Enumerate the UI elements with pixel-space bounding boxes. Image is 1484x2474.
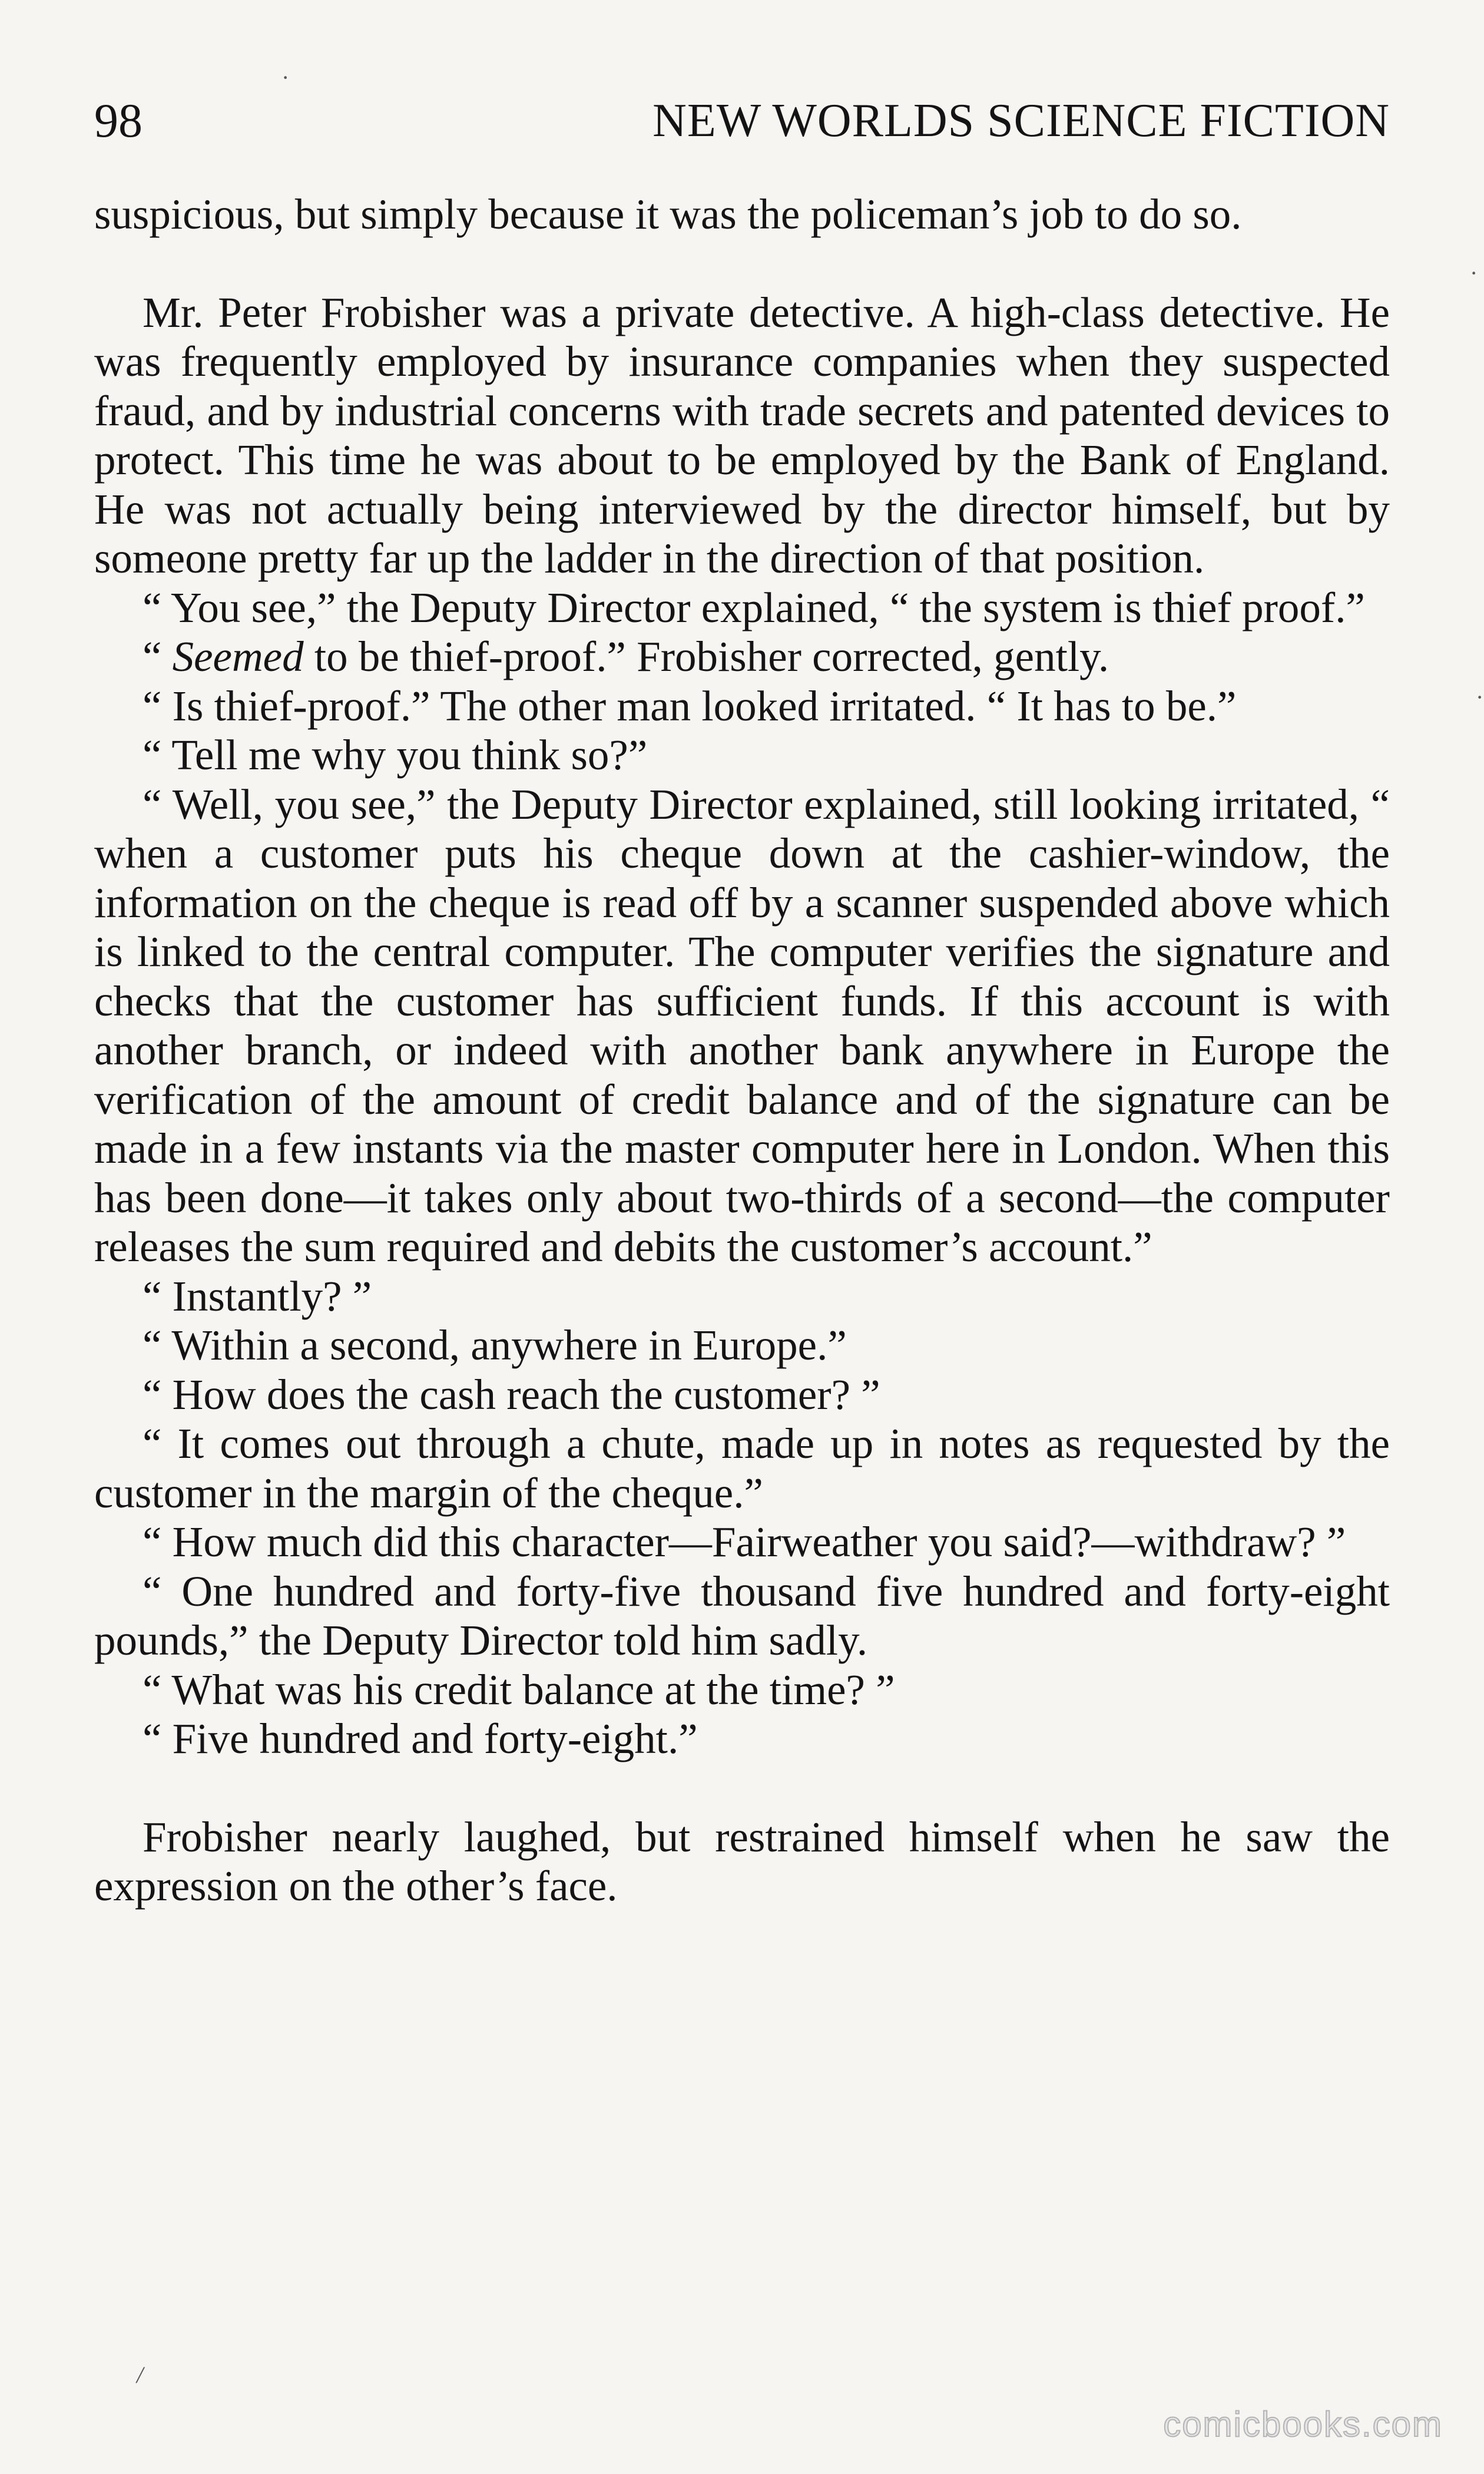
- dialogue-explanation: “ Well, you see,” the Deputy Director explained, still looking irritated, “ when a customer puts his cheque down at the cashier-window, the information on the cheque is read off by a scanner suspended above which is linked to the central computer. The computer verifies the signature and checks that the customer has sufficient funds. If this account is with another branch, or indeed with another bank anywhere in Europe the verification of the amount of credit balance and of the signature can be made in a few instants via the master computer here in London. When this has been done—it takes only about two-thirds of a second—the computer releases the sum required and debits the customer’s account.”: [94, 780, 1390, 1271]
- dialogue-line: “ It comes out through a chute, made up in notes as requested by the customer in the margin of the cheque.”: [94, 1420, 1390, 1517]
- dialogue-line: “ Instantly? ”: [143, 1272, 372, 1320]
- dialogue-line: “ How much did this character—Fairweather you said?—withdraw? ”: [143, 1518, 1346, 1566]
- page-header: [94, 88, 1390, 153]
- watermark-text: comicbooks.com: [1163, 2404, 1443, 2444]
- dialogue-line: “ Five hundred and forty-eight.”: [143, 1715, 698, 1762]
- open-quote: “: [143, 633, 173, 680]
- dialogue-line: “ You see,” the Deputy Director explained, “ the system is thief proof.”: [143, 583, 1365, 631]
- dialogue-line: “ How does the cash reach the customer? ”: [143, 1370, 880, 1418]
- paragraph-closing: Frobisher nearly laughed, but restrained himself when he saw the expression on the other’s face.: [94, 1812, 1390, 1910]
- dialogue-line: “ Tell me why you think so?”: [143, 731, 648, 779]
- dialogue-line: “ One hundred and forty-five thousand five hundred and forty-eight pounds,” the Deputy Director told him sadly.: [94, 1567, 1390, 1664]
- print-speck: ·: [281, 64, 290, 91]
- print-speck: ·: [1470, 260, 1478, 286]
- paragraph-frobisher-intro: Mr. Peter Frobisher was a private detective. A high-class detective. He was frequently employed by insurance companies when they suspected fraud, and by industrial concerns with trade secrets and patented devices to protect. This time he was about to be employed by the Bank of England. He was not actually being interviewed by the director himself, but by someone pretty far up the ladder in the direction of that position.: [94, 288, 1390, 582]
- dialogue-line: “ What was his credit balance at the time? ”: [143, 1665, 895, 1714]
- dialogue-rest: to be thief-proof.” Frobisher corrected, gently.: [303, 633, 1109, 680]
- print-speck: ·: [1476, 684, 1484, 710]
- page-number: 98: [94, 94, 143, 147]
- print-speck: /: [137, 2361, 144, 2388]
- dialogue-line: “ Is thief-proof.” The other man looked irritated. “ It has to be.”: [143, 682, 1237, 730]
- dialogue-line: “ Within a second, anywhere in Europe.”: [143, 1321, 847, 1369]
- dialogue-line-seemed: [94, 632, 1390, 682]
- running-title: NEW WORLDS SCIENCE FICTION: [652, 95, 1390, 147]
- story-text: [94, 190, 1390, 1911]
- paragraph-continued: suspicious, but simply because it was the policeman’s job to do so.: [94, 190, 1242, 238]
- italic-word: Seemed: [172, 633, 304, 680]
